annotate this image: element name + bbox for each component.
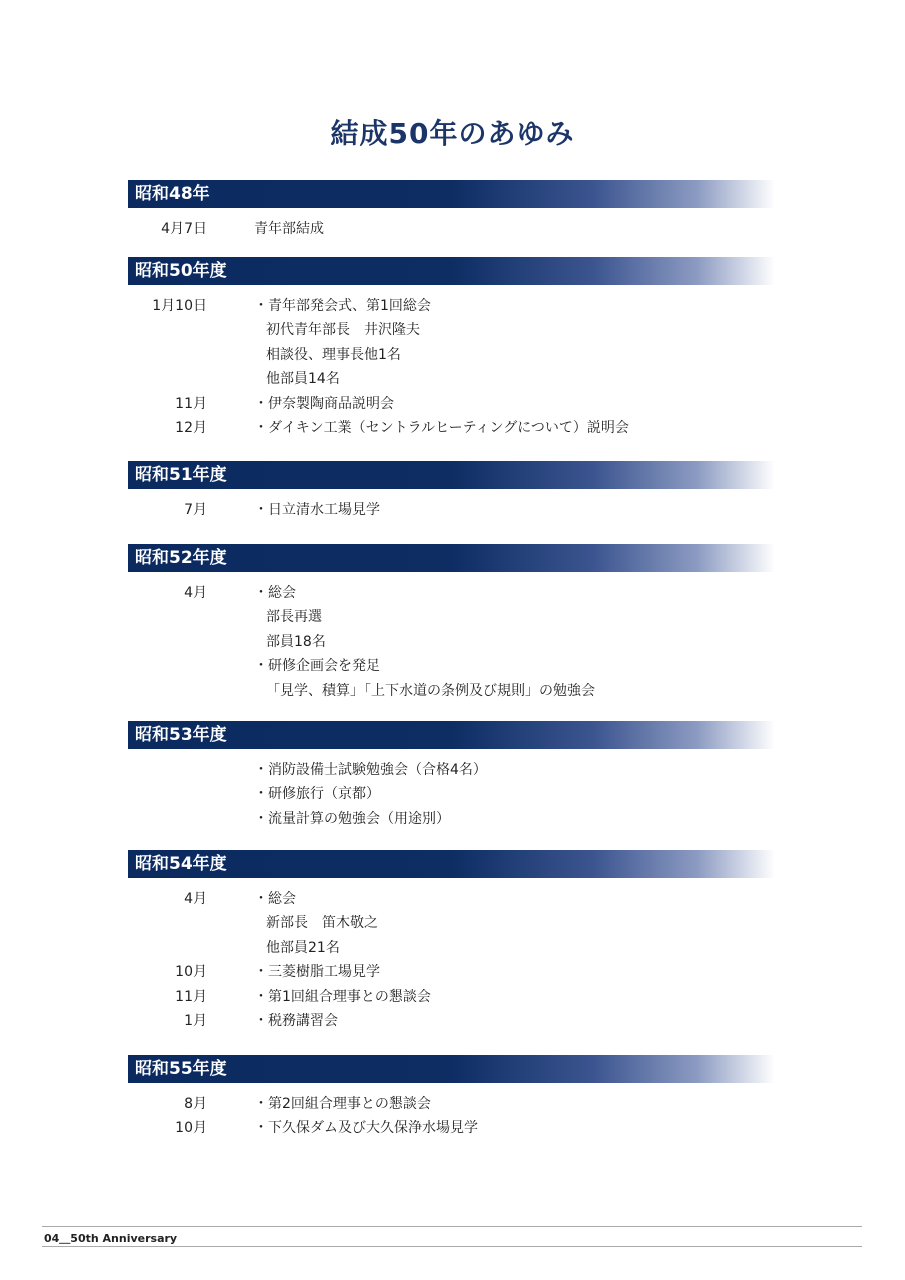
event-text: ・総会 [254,585,296,601]
event-text: ・第1回組合理事との懇談会 [254,988,431,1005]
event-text: ・研修企画会を発足 [254,658,380,675]
event-row [128,887,775,911]
event-date: 1月 [184,1012,207,1029]
event-text: ・下久保ダム及び大久保浄水場見学 [254,1120,478,1137]
event-text: ・三菱樹脂工場見学 [254,964,380,981]
event-date: 4月 [184,891,207,907]
event-text: ・日立清水工場見学 [254,502,380,518]
event-text: ・税務講習会 [254,1012,338,1029]
year-header: 昭和54年度 [128,850,775,878]
year-header: 昭和50年度 [128,257,775,285]
event-date: 10月 [175,964,207,981]
year-header: 昭和51年度 [128,461,775,489]
event-row [128,985,775,1009]
event-row [128,367,775,391]
event-row [128,630,775,654]
event-row [128,807,775,831]
event-date: 8月 [184,1096,207,1112]
event-date: 12月 [175,419,207,436]
event-date: 1月10日 [152,298,207,314]
event-text: 他部員21名 [266,939,340,956]
year-section [128,257,775,440]
year-section [128,180,775,241]
year-section [128,721,775,831]
year-section [128,1055,775,1141]
event-row [128,654,775,678]
event-date: 4月7日 [161,221,207,237]
event-row [128,960,775,984]
event-text: 「見学、積算」「上下水道の条例及び規則」の勉強会 [266,682,595,699]
event-list [128,294,775,440]
event-row [128,294,775,318]
event-list [128,1092,775,1141]
year-section [128,850,775,1033]
event-text: ・伊奈製陶商品説明会 [254,395,394,412]
page-title: 結成50年のあゆみ [330,117,575,150]
event-text: ・ダイキン工業（セントラルヒーティングについて）説明会 [254,419,629,436]
event-row [128,1116,775,1140]
event-text: 新部長 笛木敬之 [266,915,378,932]
event-row [128,936,775,960]
footer-divider-top [42,1226,862,1227]
year-section [128,544,775,703]
event-row [128,679,775,703]
event-text: ・第2回組合理事との懇談会 [254,1096,431,1112]
event-date: 4月 [184,585,207,601]
event-row [128,911,775,935]
event-text: ・流量計算の勉強会（用途別） [254,810,450,827]
event-text: 部員18名 [266,633,326,650]
event-text: 初代青年部長 井沢隆夫 [266,322,420,339]
event-date: 11月 [175,395,207,412]
event-row [128,392,775,416]
event-row [128,318,775,342]
event-text: 相談役、理事長他1名 [266,346,401,363]
event-text: ・青年部発会式、第1回総会 [254,298,431,314]
event-text: ・総会 [254,891,296,907]
event-row [128,782,775,806]
event-list [128,498,775,522]
year-header: 昭和53年度 [128,721,775,749]
year-header: 昭和48年 [128,180,775,208]
year-section [128,461,775,522]
event-row [128,1009,775,1033]
event-list [128,581,775,703]
event-text: 青年部結成 [254,221,324,237]
footer-page-label: 04＿50th Anniversary [44,1232,178,1245]
event-date: 10月 [175,1120,207,1137]
event-date: 11月 [175,988,207,1005]
event-row [128,416,775,440]
event-row [128,758,775,782]
footer-divider-bottom [42,1246,862,1247]
event-row [128,217,775,241]
event-list [128,887,775,1033]
year-header: 昭和52年度 [128,544,775,572]
event-list [128,758,775,831]
year-header: 昭和55年度 [128,1055,775,1083]
event-text: ・消防設備士試験勉強会（合格4名） [254,762,487,778]
event-row [128,498,775,522]
event-list [128,217,775,241]
event-row [128,581,775,605]
event-text: 部長再選 [266,609,322,626]
event-row [128,605,775,629]
event-text: 他部員14名 [266,371,340,388]
event-date: 7月 [184,502,207,518]
event-row [128,1092,775,1116]
event-row [128,343,775,367]
event-text: ・研修旅行（京都） [254,786,380,803]
